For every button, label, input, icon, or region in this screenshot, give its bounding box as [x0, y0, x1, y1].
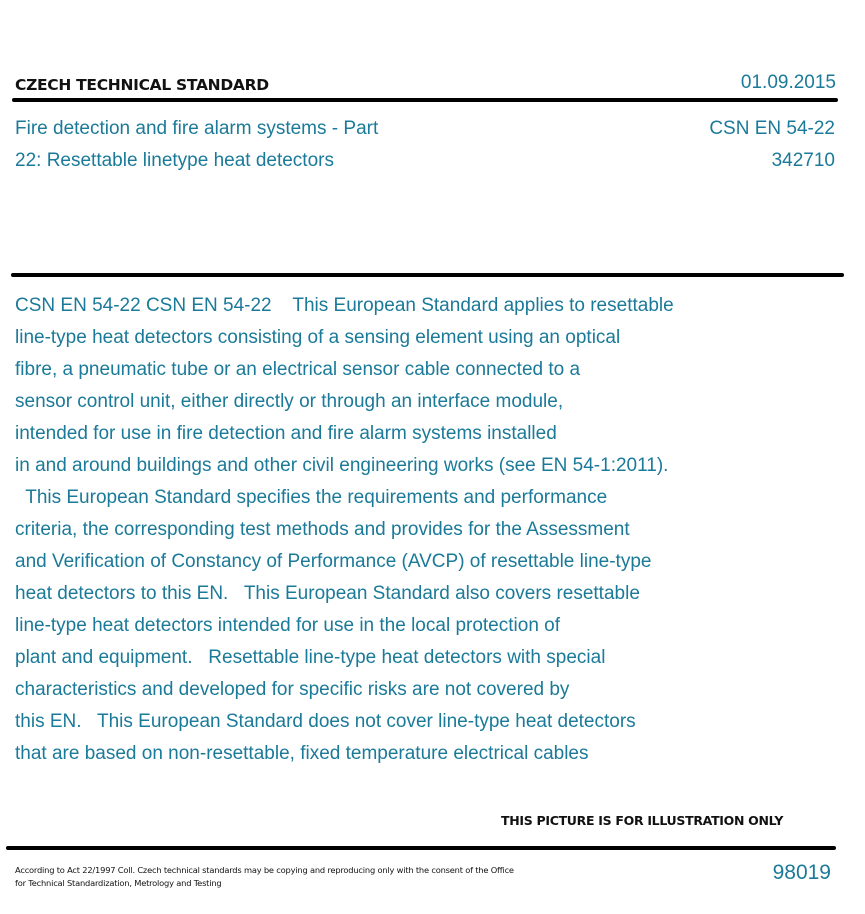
standard-code: CSN EN 54-22 — [709, 118, 835, 139]
document-type-heading: CZECH TECHNICAL STANDARD — [15, 76, 269, 94]
abstract-line: criteria, the corresponding test methods and provides for the Assessment — [15, 519, 630, 540]
abstract-line: CSN EN 54-22 CSN EN 54-22 This European Standard applies to resettable — [15, 295, 674, 316]
abstract-line: line-type heat detectors intended for use in the local protection of — [15, 615, 561, 636]
abstract-line: intended for use in fire detection and fire alarm systems installed — [15, 423, 557, 444]
header-rule — [12, 98, 838, 102]
abstract-line: fibre, a pneumatic tube or an electrical sensor cable connected to a — [15, 359, 581, 380]
footer-rule — [6, 846, 836, 850]
abstract-line: in and around buildings and other civil engineering works (see EN 54-1:2011). — [15, 455, 669, 476]
legal-notice — [15, 864, 514, 890]
standard-title-line1: Fire detection and fire alarm systems - Part — [15, 118, 379, 139]
illustration-note: THIS PICTURE IS FOR ILLUSTRATION ONLY — [501, 813, 784, 828]
abstract-line: This European Standard specifies the requirements and performance — [15, 487, 608, 508]
standard-title-line2: 22: Resettable linetype heat detectors — [15, 150, 334, 171]
issue-date: 01.09.2015 — [740, 72, 836, 93]
abstract-line: this EN. This European Standard does not cover line-type heat detectors — [15, 711, 636, 732]
document-number: 98019 — [772, 861, 831, 884]
classification-number: 342710 — [771, 150, 835, 171]
legal-notice-line1: According to Act 22/1997 Coll. Czech technical standards may be copying and reproducing only with the consent of the Office — [15, 865, 514, 875]
abstract-line: characteristics and developed for specific risks are not covered by — [15, 679, 570, 700]
abstract-text — [15, 290, 674, 770]
abstract-line: and Verification of Constancy of Performance (AVCP) of resettable line-type — [15, 551, 652, 572]
abstract-line: sensor control unit, either directly or through an interface module, — [15, 391, 564, 412]
abstract-line: line-type heat detectors consisting of a sensing element using an optical — [15, 327, 621, 348]
abstract-line: plant and equipment. Resettable line-type heat detectors with special — [15, 647, 606, 668]
legal-notice-line2: for Technical Standardization, Metrology and Testing — [15, 878, 222, 888]
abstract-line: that are based on non-resettable, fixed temperature electrical cables — [15, 743, 589, 764]
abstract-line: heat detectors to this EN. This European Standard also covers resettable — [15, 583, 640, 604]
section-rule — [11, 273, 844, 277]
